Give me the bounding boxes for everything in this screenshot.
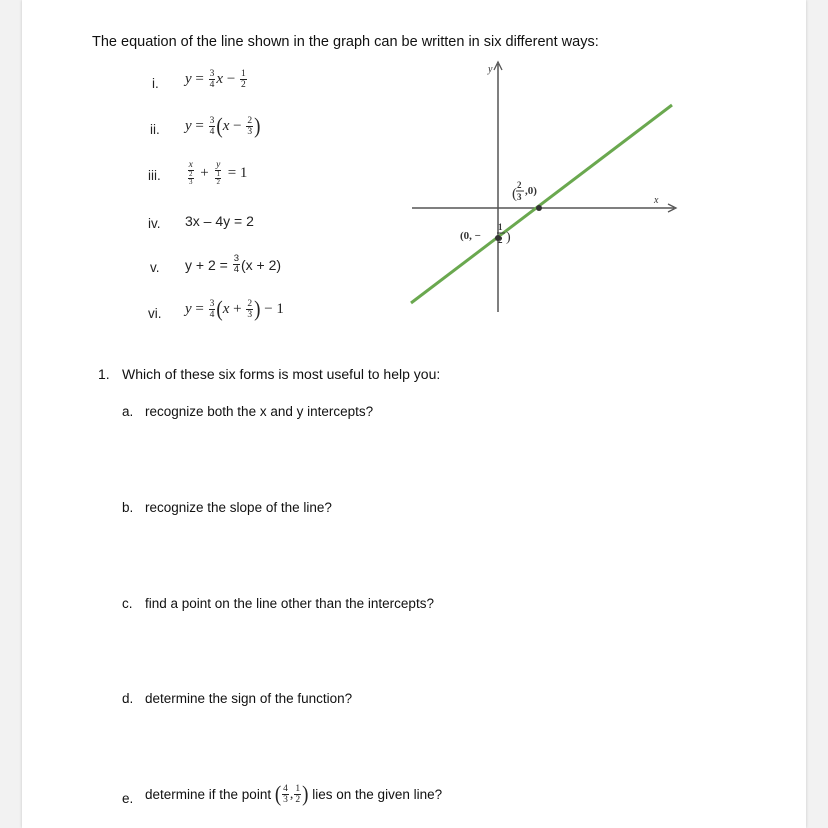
svg-text:2: 2	[498, 235, 503, 245]
svg-text:2: 2	[517, 180, 522, 190]
worksheet-page	[22, 0, 806, 828]
form-label-ii: ii.	[150, 122, 160, 137]
svg-text:): )	[506, 230, 511, 245]
part-b-letter: b.	[122, 500, 134, 515]
form-label-v: v.	[150, 260, 160, 275]
part-c-letter: c.	[122, 596, 133, 611]
part-a-text: recognize both the x and y intercepts?	[145, 404, 374, 419]
svg-text:3: 3	[517, 192, 522, 202]
form-label-iv: iv.	[148, 216, 161, 231]
part-e-text-after: lies on the given line?	[312, 787, 443, 802]
x-intercept-point	[536, 205, 542, 211]
form-equation-iii: $\frac{x}{\frac{2}{3}}$ + $\frac{y}{\frac{1}{2}}$ = 1	[188, 160, 248, 186]
x-intercept-label	[512, 180, 537, 202]
y-axis-label: y	[488, 64, 493, 75]
form-equation-vi: y = $\frac{3}{4}$ ( x + $\frac{2}{3}$ ) − 1	[185, 297, 284, 322]
line-graph	[408, 58, 678, 320]
part-e-text-before: determine if the point	[145, 787, 272, 802]
form-equation-iv: 3x – 4y = 2	[185, 213, 254, 229]
form-label-i: i.	[152, 76, 159, 91]
svg-text:,0): ,0)	[525, 185, 537, 197]
svg-text:1: 1	[498, 222, 503, 232]
svg-text:(: (	[512, 186, 517, 202]
question-number: 1.	[98, 366, 110, 382]
form-equation-ii: y = $\frac{3}{4}$ ( x − $\frac{2}{3}$ )	[185, 114, 261, 139]
form-label-iii: iii.	[148, 168, 161, 183]
x-axis-label: x	[654, 195, 659, 206]
graphed-line	[411, 105, 672, 303]
part-c-text: find a point on the line other than the intercepts?	[145, 596, 434, 611]
form-equation-i: y = $\frac{3}{4}$ x − $\frac{1}{2}$	[185, 69, 246, 90]
point-coordinates: ( $\frac{4}{3}$ , $\frac{1}{2}$ )	[274, 782, 309, 807]
form-label-vi: vi.	[148, 306, 162, 321]
intro-text: The equation of the line shown in the graph can be written in six different ways:	[92, 34, 599, 50]
part-e-text	[145, 784, 442, 805]
question-text: Which of these six forms is most useful to help you:	[122, 366, 441, 382]
part-a-letter: a.	[122, 404, 134, 419]
part-d-letter: d.	[122, 691, 134, 706]
y-intercept-label	[460, 222, 511, 245]
part-b-text: recognize the slope of the line?	[145, 500, 332, 515]
part-d-text: determine the sign of the function?	[145, 691, 353, 706]
svg-text:(0, −: (0, −	[460, 230, 481, 242]
part-e-letter: e.	[122, 791, 134, 806]
form-equation-v: y + 2 = $\frac{3}{4}$ (x + 2)	[185, 253, 282, 275]
